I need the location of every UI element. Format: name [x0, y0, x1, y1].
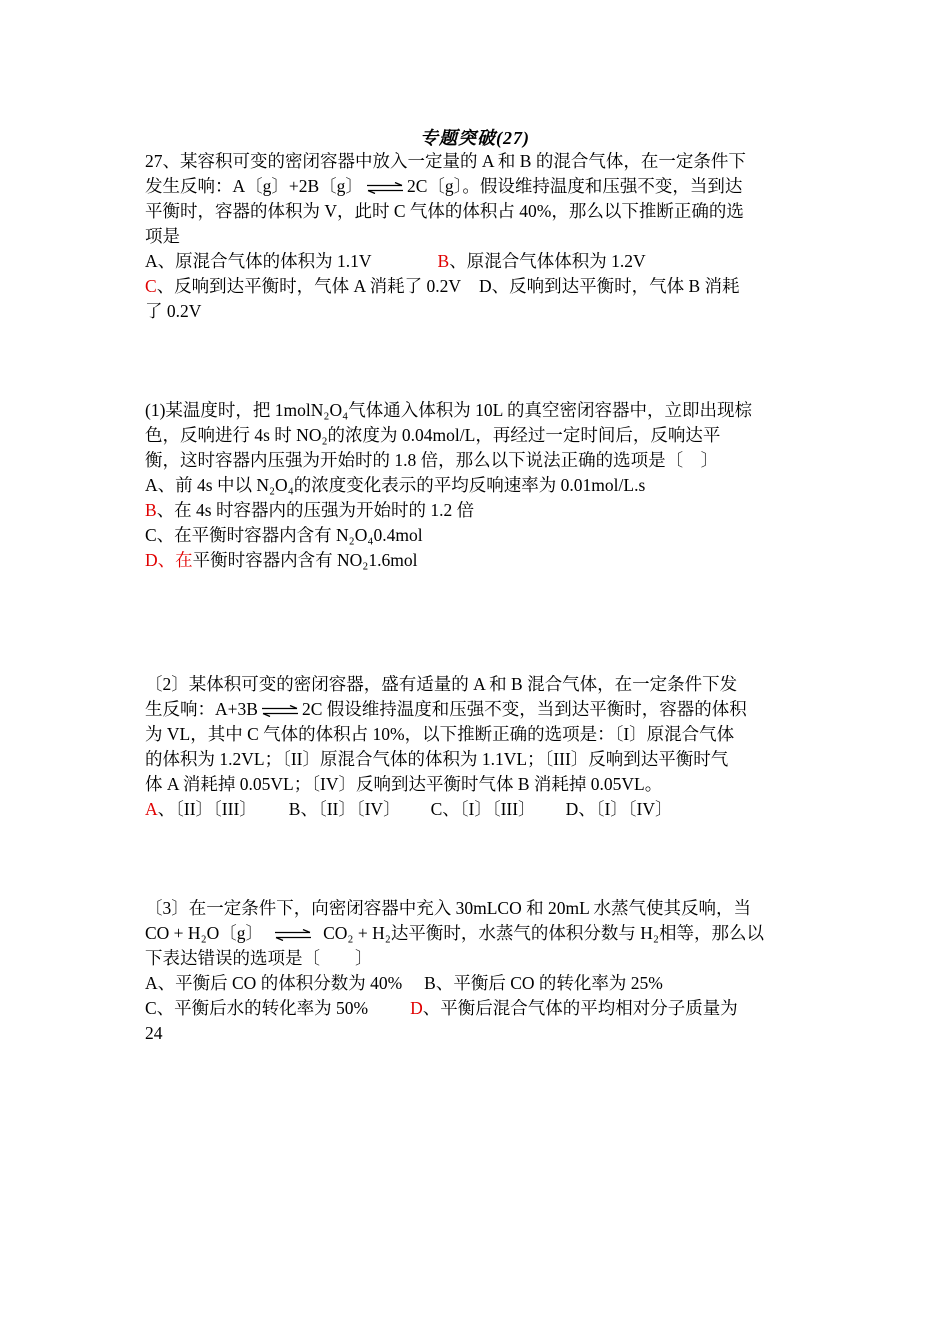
question-text-line: 体 A 消耗掉 0.05VL；〔IV〕反响到达平衡时气体 B 消耗掉 0.05VL。: [145, 774, 663, 794]
option-d-letter: D: [410, 998, 423, 1018]
option-a-letter: A: [145, 799, 158, 819]
option-c-letter: C: [145, 276, 157, 296]
options-row: [145, 249, 815, 274]
page-title: 专题突破(27): [420, 128, 530, 148]
question-text-line: 平衡时，容器的体积为 V，此时 C 气体的体积占 40%，那么以下推断正确的选: [145, 201, 744, 221]
option-b-letter: B: [437, 251, 450, 271]
option-a: A、前 4s 中以 N₂O₄的浓度变化表示的平均反响速率为 0.01mol/L.s: [145, 475, 646, 495]
question-text-line: 发生反响：A〔g〕+2B〔g〕 2C〔g〕。假设维持温度和压强不变，当到达: [145, 176, 743, 196]
option-a: A、平衡后 CO 的体积分数为 40%: [145, 973, 403, 993]
option-c: C、〔I〕〔III〕: [430, 799, 536, 819]
options-row: [145, 971, 815, 996]
question-1: [145, 398, 815, 573]
reversible-arrow-icon: [365, 182, 405, 194]
option-b: B、〔II〕〔IV〕: [288, 799, 401, 819]
question-text-line: 27、某容积可变的密闭容器中放入一定量的 A 和 B 的混合气体，在一定条件下: [145, 151, 746, 171]
question-text-line: 〔2〕某体积可变的密闭容器，盛有适量的 A 和 B 混合气体，在一定条件下发: [145, 674, 738, 694]
question-text-line: 项是: [145, 226, 180, 246]
question-text-line: 下表达错误的选项是〔 〕: [145, 948, 373, 968]
option-d: D、在平衡时容器内含有 NO₂1.6mol: [145, 550, 418, 570]
question-27: [145, 149, 815, 324]
question-text-line: 衡，这时容器内压强为开始时的 1.8 倍，那么以下说法正确的选项是〔 〕: [145, 450, 719, 470]
option-d: D、〔I〕〔IV〕: [565, 799, 673, 819]
question-text-line: 的体积为 1.2VL；〔II〕原混合气体的体积为 1.1VL；〔III〕反响到达平衡时气: [145, 749, 729, 769]
option-d: D、反响到达平衡时，气体 B 消耗: [479, 276, 740, 296]
option-d-marked: D、在: [145, 550, 193, 570]
options-row: [145, 274, 815, 299]
question-3: [145, 896, 815, 1046]
option-b: 、原混合气体体积为 1.2V: [449, 251, 646, 271]
question-text-line: 色，反响进行 4s 时 NO₂的浓度为 0.04mol/L，再经过一定时间后，反响达平: [145, 425, 721, 445]
options-row: [145, 996, 815, 1021]
question-text-line: 24: [145, 1023, 163, 1043]
reversible-arrow-icon: [273, 929, 313, 941]
option-b: B、平衡后 CO 的转化率为 25%: [424, 973, 663, 993]
question-text-line: 〔3〕在一定条件下，向密闭容器中充入 30mLCO 和 20mL 水蒸气使其反响，当: [145, 898, 752, 918]
option-c: C、平衡后水的转化率为 50%: [145, 998, 369, 1018]
question-text-line: 为 VL，其中 C 气体的体积占 10%，以下推断正确的选项是：〔I〕原混合气体: [145, 724, 735, 744]
question-text-line: (1)某温度时，把 1molN₂O₄气体通入体积为 10L 的真空密闭容器中，立即出现棕: [145, 400, 753, 420]
reversible-arrow-icon: [260, 705, 300, 717]
option-b-letter: B: [145, 500, 157, 520]
question-text-line: 了 0.2V: [145, 301, 202, 321]
option-c: 、反响到达平衡时，气体 A 消耗了 0.2V: [156, 276, 461, 296]
option-a: A、原混合气体的体积为 1.1V: [145, 251, 372, 271]
option-d: 、平衡后混合气体的平均相对分子质量为: [422, 998, 738, 1018]
question-text-line: 生反响：A+3B 2C 假设维持温度和压强不变，当到达平衡时，容器的体积: [145, 699, 747, 719]
question-2: [145, 672, 815, 822]
question-text-line: CO + H₂O〔g〕 CO₂ + H₂达平衡时，水蒸气的体积分数与 H₂相等，那么以: [145, 923, 764, 943]
option-b: B、在 4s 时容器内的压强为开始时的 1.2 倍: [145, 500, 475, 520]
option-a: 、〔II〕〔III〕: [157, 799, 257, 819]
options-row: [145, 797, 815, 822]
option-c: C、在平衡时容器内含有 N₂O₄0.4mol: [145, 525, 423, 545]
